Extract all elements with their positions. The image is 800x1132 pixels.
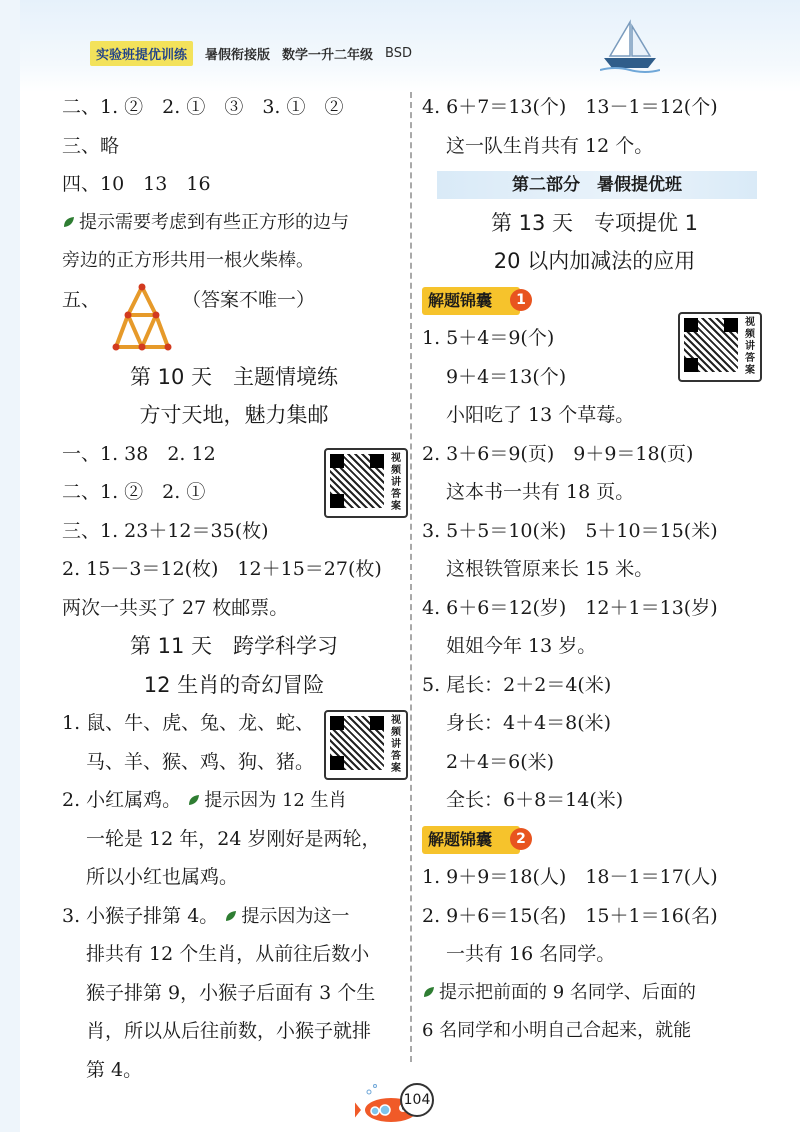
answer-line (62, 281, 406, 358)
answer-line: 2. 3＋6＝9(页) 9＋9＝18(页) (422, 442, 694, 465)
answer-line: 这一队生肖共有 12 个。 (446, 134, 654, 157)
video-qr-code[interactable] (324, 710, 408, 780)
tips-kit-number: 1 (510, 289, 532, 311)
answer-line: 5. 尾长：2＋2＝4(米) (422, 673, 612, 696)
hint-text: 提示把前面的 9 名同学、后面的 (439, 981, 696, 1003)
hint-text: 提示因为 12 生肖 (204, 790, 347, 811)
subject-label: 数学一升二年级 (282, 47, 374, 63)
hint-text: 提示需要考虑到有些正方形的边与 (79, 211, 349, 233)
tips-kit-number: 2 (510, 828, 532, 850)
day-subheading: 20 以内加减法的应用 (493, 249, 696, 273)
answer-line: 三、略 (62, 134, 120, 157)
publisher-label: BSD (385, 45, 412, 61)
tips-kit-2 (422, 820, 767, 859)
hint-line: 6 名同学和小明自己合起来，就能 (422, 1020, 692, 1041)
hint-line: 旁边的正方形共用一根火柴棒。 (62, 250, 314, 271)
answer-line: 四、10 13 16 (62, 173, 211, 195)
answer-line: 2＋4＝6(米) (446, 750, 555, 773)
hint-leaf-icon (224, 909, 238, 923)
answer-line: 4. 6＋6＝12(岁) 12＋1＝13(岁) (422, 596, 718, 619)
matchstick-triangles-figure (112, 283, 172, 355)
answer-line: 二、1. ② 2. ① (62, 481, 206, 503)
answer-text: 3. 小猴子排第 4。 (62, 904, 219, 927)
left-margin-strip (0, 0, 20, 1132)
qr-pattern (330, 454, 384, 508)
answer-line: 1. 5＋4＝9(个) (422, 327, 555, 349)
tips-kit-label: 解题锦囊 (422, 287, 520, 315)
answer-line: 二、1. ② 2. ① ③ 3. ① ② (62, 96, 344, 118)
tips-kit-label: 解题锦囊 (422, 826, 520, 854)
left-column (62, 88, 406, 1089)
day-heading: 第 11 天 跨学科学习 (129, 634, 339, 658)
answer-line: 2. 9＋6＝15(名) 15＋1＝16(名) (422, 904, 718, 927)
answer-line: 三、1. 23＋12＝35(枚) (62, 519, 269, 542)
hint-line (422, 974, 767, 1013)
section-label: 五、 (62, 288, 101, 311)
answer-line: 一轮是 12 年，24 岁刚好是两轮， (86, 827, 381, 850)
series-title: 实验班提优训练 (90, 41, 193, 66)
answer-line: 猴子排第 9，小猴子后面有 3 个生 (86, 981, 376, 1004)
hint-leaf-icon (62, 215, 76, 229)
hint-leaf-icon (187, 793, 201, 807)
tips-kit-1 (422, 281, 767, 320)
answer-text: 2. 小红属鸡。 (62, 789, 182, 811)
column-divider (410, 92, 412, 1062)
answer-line: 9＋4＝13(个) (446, 365, 567, 388)
hint-leaf-icon (422, 985, 436, 999)
qr-caption: 视频讲答案 (391, 453, 401, 512)
day-subheading: 方寸天地，魅力集邮 (139, 403, 329, 427)
answer-line (62, 781, 406, 820)
qr-pattern (330, 716, 384, 770)
right-column (422, 88, 767, 1051)
part-title: 第二部分 暑假提优班 (437, 171, 757, 199)
answer-line: 小阳吃了 13 个草莓。 (446, 404, 635, 426)
video-qr-code[interactable] (324, 448, 408, 518)
answer-line: 身长：4＋4＝8(米) (446, 712, 612, 734)
answer-line: 一共有 16 名同学。 (446, 943, 616, 965)
answer-line: 这本书一共有 18 页。 (446, 481, 635, 503)
answer-line: 肖，所以从后往前数，小猴子就排 (86, 1020, 372, 1042)
answer-note: （答案不唯一） (182, 288, 316, 311)
sailboat-icon (600, 18, 660, 74)
answer-line: 这根铁管原来长 15 米。 (446, 558, 654, 580)
answer-line: 4. 6＋7＝13(个) 13－1＝12(个) (422, 96, 718, 118)
answer-line: 姐姐今年 13 岁。 (446, 635, 597, 657)
part-banner (422, 165, 767, 204)
answer-line: 第 4。 (86, 1058, 143, 1081)
day-heading: 第 10 天 主题情境练 (129, 364, 339, 389)
answer-line: 3. 5＋5＝10(米) 5＋10＝15(米) (422, 519, 718, 542)
answer-line: 马、羊、猴、鸡、狗、猪。 (86, 750, 315, 773)
answer-line: 所以小红也属鸡。 (86, 866, 239, 888)
qr-caption: 视频讲答案 (391, 715, 401, 774)
hint-line (62, 204, 406, 243)
hint-text: 提示因为这一 (241, 905, 350, 927)
answer-line: 1. 鼠、牛、虎、兔、龙、蛇、 (62, 712, 315, 734)
answer-line: 1. 9＋9＝18(人) 18－1＝17(人) (422, 866, 718, 888)
answer-line: 排共有 12 个生肖，从前往后数小 (86, 943, 370, 965)
running-header (90, 40, 412, 66)
qr-caption: 视频讲答案 (745, 317, 755, 376)
answer-line: 全长：6＋8＝14(米) (446, 789, 624, 811)
day-heading: 第 13 天 专项提优 1 (490, 210, 699, 235)
answer-line: 两次一共买了 27 枚邮票。 (62, 596, 289, 619)
day-subheading: 12 生肖的奇幻冒险 (143, 672, 325, 697)
page-number: 104 (400, 1083, 434, 1117)
answer-line: 2. 15－3＝12(枚) 12＋15＝27(枚) (62, 558, 382, 580)
edition-label: 暑假衔接版 (205, 47, 271, 63)
answer-line (62, 897, 406, 936)
answer-line: 一、1. 38 2. 12 (62, 442, 216, 465)
